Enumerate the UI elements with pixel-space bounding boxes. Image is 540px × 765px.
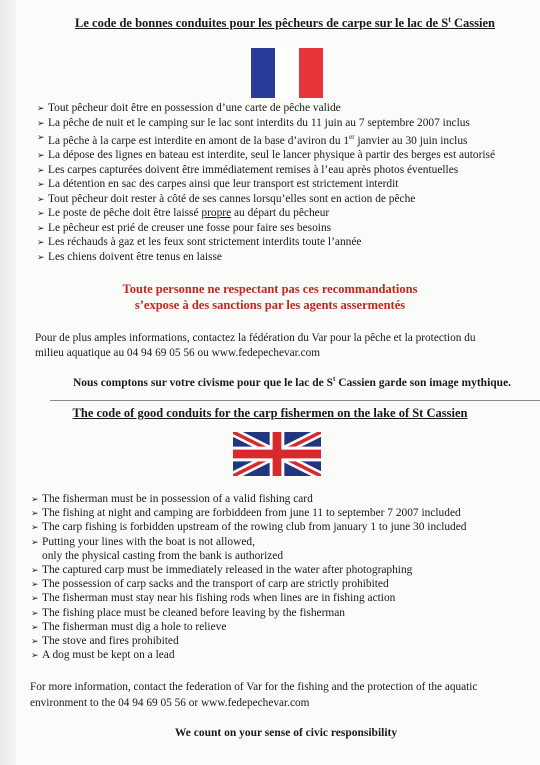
english-rule: ➢ The stove and fires prohibited	[32, 634, 467, 648]
uk-flag-icon	[233, 432, 321, 476]
french-rule: ➢ Le poste de pêche doit être laissé propre au départ du pêcheur	[38, 206, 495, 221]
english-rule: ➢ The fisherman must be in possession of a valid fishing card	[32, 492, 467, 506]
english-rule: ➢ A dog must be kept on a lead	[32, 648, 467, 662]
french-rule: ➢ Tout pêcheur doit rester à côté de ses cannes lorsqu’elles sont en action de pêche	[38, 192, 495, 207]
french-rules-list	[38, 101, 495, 264]
french-rule: ➢ Les réchauds à gaz et les feux sont strictement interdits toute l’année	[38, 235, 495, 250]
scan-edge	[0, 0, 16, 765]
english-rule: ➢ The fisherman must stay near his fishing rods when lines are in fishing action	[32, 591, 467, 605]
french-rule: ➢ Tout pêcheur doit être en possession d’une carte de pêche valide	[38, 101, 495, 116]
english-rule: ➢ The possession of carp sacks and the transport of carp are strictly prohibited	[32, 577, 467, 591]
french-contact-info: Pour de plus amples informations, contactez la fédération du Var pour la pêche et la protection du milieu aquatique au 04 94 69 05 56 ou www.fedepechevar.com	[35, 332, 476, 359]
french-rule: ➢ Les carpes capturées doivent être immédiatement remises à l’eau après photos éventuelles	[38, 163, 495, 178]
english-rule: ➢ The carp fishing is forbidden upstream of the rowing club from january 1 to june 30 included	[32, 520, 467, 534]
warning-line: s’expose à des sanctions par les agents assermentés	[134, 298, 406, 312]
french-rule: ➢ Le pêcheur est prié de creuser une fosse pour faire ses besoins	[38, 221, 495, 236]
english-contact-info: For more information, contact the federation of Var for the fishing and the protection of the aquatic environment to the 04 94 69 05 56 or www.fedepechevar.com	[30, 681, 478, 709]
english-closing: We count on your sense of civic responsibility	[174, 727, 398, 739]
french-closing: Nous comptons sur votre civisme pour que le lac de $S^t$ Cassien garde son image mythique.	[72, 375, 512, 389]
english-rule: ➢ The fishing at night and camping are forbiddeen from june 11 to september 7 2007 included	[32, 506, 467, 520]
french-rule: ➢ La dépose des lignes en bateau est interdite, seul le lancer physique à partir des berges est autorisé	[38, 148, 495, 163]
french-title: Le code de bonnes conduites pour les pêcheurs de carpe sur le lac de $S^t$ Cassien	[75, 15, 495, 31]
french-rule: ➢ La détention en sac des carpes ainsi que leur transport est strictement interdit	[38, 177, 495, 192]
english-rule: ➢ Putting your lines with the boat is not allowed, only the physical casting from the bank is authorized	[32, 535, 467, 563]
warning-line: Toute personne ne respectant pas ces recommandations	[122, 282, 418, 296]
french-rule: ➢ Les chiens doivent être tenus en laisse	[38, 250, 495, 265]
english-rule: ➢ The fisherman must dig a hole to relieve	[32, 620, 467, 634]
french-warning	[0, 281, 540, 313]
english-rule: ➢ The fishing place must be cleaned before leaving by the fisherman	[32, 606, 467, 620]
section-divider	[50, 400, 540, 401]
english-title: The code of good conduits for the carp fishermen on the lake of St Cassien	[72, 406, 468, 420]
french-rule: ➢ La pêche à la carpe est interdite en amont de la base d’aviron du 1er janvier au 30 juin inclus	[38, 130, 495, 148]
english-rule: ➢ The captured carp must be immediately released in the water after photographing	[32, 563, 467, 577]
french-rule: ➢ La pêche de nuit et le camping sur le lac sont interdits du 11 juin au 7 septembre 2007 inclus	[38, 116, 495, 131]
french-flag-icon	[251, 48, 323, 98]
english-rules-list	[32, 492, 467, 662]
